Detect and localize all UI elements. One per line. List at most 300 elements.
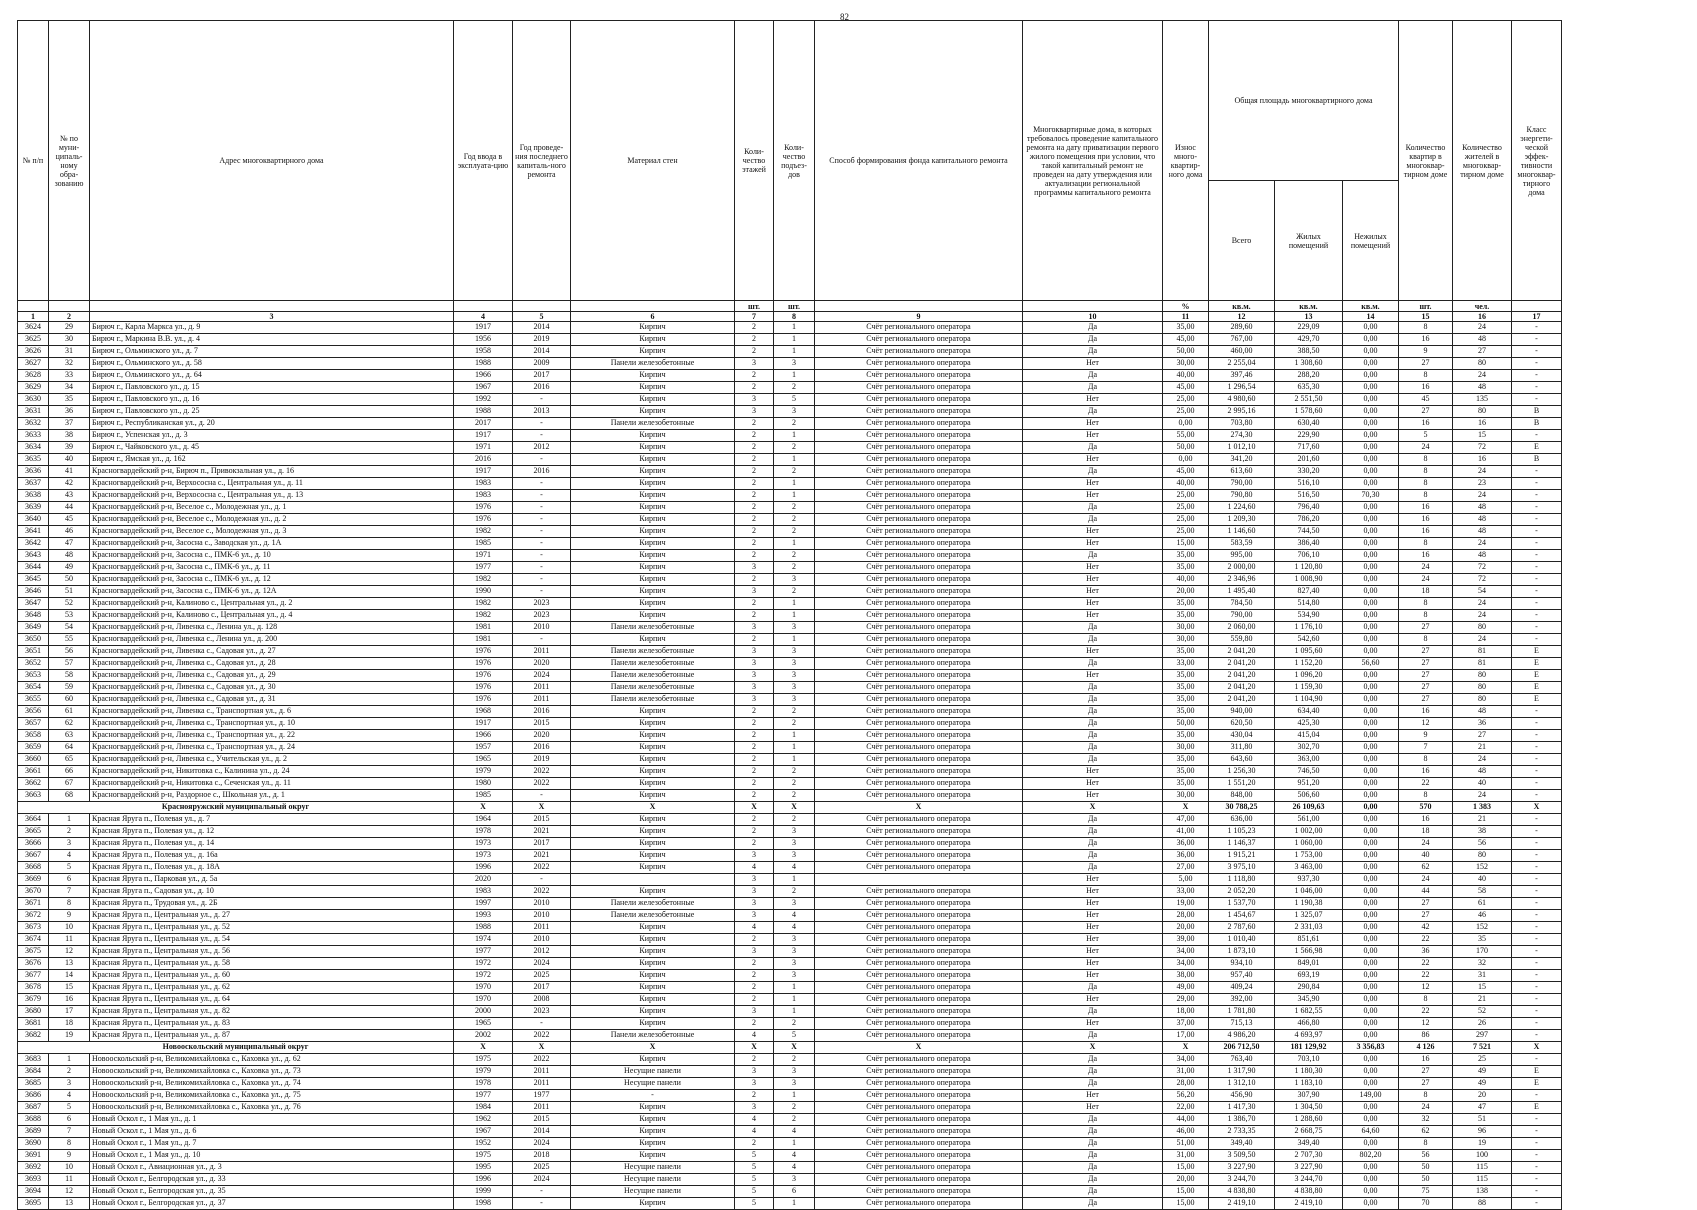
table-cell: 22: [1399, 970, 1453, 982]
table-cell: 2 346,96: [1209, 574, 1275, 586]
table-cell: Да: [1023, 826, 1163, 838]
table-cell: 0,00: [1343, 406, 1399, 418]
table-cell: 1: [774, 610, 815, 622]
table-cell: 1: [774, 634, 815, 646]
table-cell: 3: [735, 850, 774, 862]
table-cell: Счёт регионального оператора: [815, 1114, 1023, 1126]
table-cell: Кирпич: [571, 766, 735, 778]
table-cell: 951,20: [1275, 778, 1343, 790]
table-row: [18, 922, 1562, 934]
header-wall-material: Материал стен: [571, 21, 735, 301]
table-cell: 50,00: [1163, 346, 1209, 358]
table-cell: Бирюч г., Ямская ул., д. 162: [90, 454, 454, 466]
table-cell: 3: [735, 1102, 774, 1114]
table-cell: 27: [1399, 646, 1453, 658]
table-cell: 22: [1399, 934, 1453, 946]
column-number-2: 2: [49, 312, 90, 322]
table-cell: 49: [1453, 1078, 1512, 1090]
table-cell: 1 190,38: [1275, 898, 1343, 910]
table-cell: -: [1512, 382, 1562, 394]
unit-cell-7: шт.: [735, 301, 774, 312]
table-cell: Счёт регионального оператора: [815, 550, 1023, 562]
table-cell: 2: [774, 526, 815, 538]
table-cell: 201,60: [1275, 454, 1343, 466]
table-cell: 4: [735, 1126, 774, 1138]
table-cell: [815, 874, 1023, 886]
table-cell: 311,80: [1209, 742, 1275, 754]
table-cell: 1: [774, 334, 815, 346]
table-cell: 0,00: [1343, 502, 1399, 514]
table-cell: -: [1512, 502, 1562, 514]
table-cell: 35,00: [1163, 550, 1209, 562]
table-cell: 3: [774, 694, 815, 706]
table-cell: -: [1512, 1018, 1562, 1030]
unit-cell-3: [90, 301, 454, 312]
table-cell: 2: [774, 418, 815, 430]
table-cell: 1977: [513, 1090, 571, 1102]
table-cell: 3: [774, 646, 815, 658]
table-cell: 1 256,30: [1209, 766, 1275, 778]
table-cell: Новооскольский р-н, Великомихайловка с., Каховка ул., д. 73: [90, 1066, 454, 1078]
table-cell: 30,00: [1163, 790, 1209, 802]
table-cell: 0,00: [1343, 862, 1399, 874]
table-cell: 1972: [454, 958, 513, 970]
table-cell: 0,00: [1343, 1162, 1399, 1174]
table-cell: Кирпич: [571, 754, 735, 766]
table-cell: 3693: [18, 1174, 49, 1186]
table-cell: 2: [735, 514, 774, 526]
table-cell: Е: [1512, 646, 1562, 658]
table-cell: 34: [49, 382, 90, 394]
table-cell: 2022: [513, 886, 571, 898]
table-cell: Кирпич: [571, 1018, 735, 1030]
table-cell: 415,04: [1275, 730, 1343, 742]
table-cell: 138: [1453, 1186, 1512, 1198]
table-cell: 4: [735, 922, 774, 934]
table-cell: 25,00: [1163, 394, 1209, 406]
table-cell: Панели железобетонные: [571, 694, 735, 706]
table-cell: 1: [774, 478, 815, 490]
table-cell: 64,60: [1343, 1126, 1399, 1138]
table-cell: 9: [1399, 346, 1453, 358]
table-cell: Да: [1023, 1138, 1163, 1150]
table-cell: 3627: [18, 358, 49, 370]
table-row: [18, 970, 1562, 982]
table-cell: Счёт регионального оператора: [815, 754, 1023, 766]
column-number-11: 11: [1163, 312, 1209, 322]
table-cell: 24: [1399, 442, 1453, 454]
table-row: [18, 994, 1562, 1006]
table-cell: Нет: [1023, 934, 1163, 946]
table-cell: 3643: [18, 550, 49, 562]
table-cell: -: [1512, 1162, 1562, 1174]
table-cell: 1: [774, 994, 815, 1006]
table-cell: 58: [1453, 886, 1512, 898]
table-cell: 3: [774, 838, 815, 850]
table-cell: 1983: [454, 478, 513, 490]
table-cell: Е: [1512, 694, 1562, 706]
table-row: [18, 1102, 1562, 1114]
table-cell: Новый Оскол г., Белгородская ул., д. 35: [90, 1186, 454, 1198]
table-cell: 3: [774, 958, 815, 970]
table-cell: 8: [1399, 490, 1453, 502]
table-cell: 48: [1453, 550, 1512, 562]
table-cell: 3630: [18, 394, 49, 406]
table-cell: 2010: [513, 910, 571, 922]
table-cell: 345,90: [1275, 994, 1343, 1006]
table-cell: 2023: [513, 598, 571, 610]
table-cell: 1981: [454, 634, 513, 646]
table-cell: Нет: [1023, 598, 1163, 610]
table-cell: 11: [49, 1174, 90, 1186]
group-cell: X: [571, 1042, 735, 1054]
table-cell: Нет: [1023, 538, 1163, 550]
table-cell: 5: [735, 1174, 774, 1186]
table-cell: 35,00: [1163, 706, 1209, 718]
table-cell: 1917: [454, 466, 513, 478]
table-cell: 330,20: [1275, 466, 1343, 478]
table-cell: Счёт регионального оператора: [815, 670, 1023, 682]
table-cell: 27: [1399, 1066, 1453, 1078]
table-cell: 2024: [513, 670, 571, 682]
table-cell: Панели железобетонные: [571, 358, 735, 370]
table-cell: 3646: [18, 586, 49, 598]
table-cell: 1975: [454, 1150, 513, 1162]
header-wear: Износ много-квартир-ного дома: [1163, 21, 1209, 301]
table-cell: 1 002,00: [1275, 826, 1343, 838]
table-cell: 2: [735, 538, 774, 550]
table-cell: 1 537,70: [1209, 898, 1275, 910]
table-cell: Счёт регионального оператора: [815, 634, 1023, 646]
table-cell: 2: [735, 742, 774, 754]
table-cell: Бирюч г., Павловского ул., д. 15: [90, 382, 454, 394]
table-cell: Нет: [1023, 970, 1163, 982]
table-cell: 30: [49, 334, 90, 346]
table-cell: Нет: [1023, 490, 1163, 502]
table-cell: 3644: [18, 562, 49, 574]
table-cell: 715,13: [1209, 1018, 1275, 1030]
table-cell: Красногвардейский р-н, Ливенка с., Садовая ул., д. 27: [90, 646, 454, 658]
table-cell: 790,00: [1209, 478, 1275, 490]
table-cell: 349,40: [1209, 1138, 1275, 1150]
table-cell: 1976: [454, 502, 513, 514]
table-cell: 38,00: [1163, 970, 1209, 982]
table-cell: 0,00: [1343, 742, 1399, 754]
table-cell: 80: [1453, 670, 1512, 682]
table-cell: 24: [1453, 370, 1512, 382]
column-number-7: 7: [735, 312, 774, 322]
table-cell: Счёт регионального оператора: [815, 394, 1023, 406]
table-cell: 1952: [454, 1138, 513, 1150]
table-cell: 54: [1453, 586, 1512, 598]
housing-register-table: [17, 20, 1562, 1210]
table-cell: 12: [1399, 1018, 1453, 1030]
table-cell: 2: [774, 778, 815, 790]
table-cell: Да: [1023, 550, 1163, 562]
table-cell: Счёт регионального оператора: [815, 454, 1023, 466]
table-cell: 3: [735, 1078, 774, 1090]
table-cell: 3642: [18, 538, 49, 550]
table-cell: 0,00: [1343, 898, 1399, 910]
table-cell: 2: [735, 610, 774, 622]
table-cell: 2002: [454, 1030, 513, 1042]
table-cell: Да: [1023, 1162, 1163, 1174]
table-cell: 6: [49, 1114, 90, 1126]
table-cell: 72: [1453, 442, 1512, 454]
table-cell: -: [513, 562, 571, 574]
table-cell: Счёт регионального оператора: [815, 502, 1023, 514]
table-cell: Счёт регионального оператора: [815, 826, 1023, 838]
units-row: [18, 301, 1562, 312]
table-cell: 4: [774, 910, 815, 922]
unit-cell-8: шт.: [774, 301, 815, 312]
table-cell: 34,00: [1163, 958, 1209, 970]
table-cell: Кирпич: [571, 982, 735, 994]
table-cell: Кирпич: [571, 454, 735, 466]
table-cell: Нет: [1023, 1102, 1163, 1114]
table-cell: 3647: [18, 598, 49, 610]
table-cell: 4 838,80: [1209, 1186, 1275, 1198]
table-cell: 1983: [454, 490, 513, 502]
table-cell: -: [1512, 538, 1562, 550]
table-cell: Да: [1023, 502, 1163, 514]
table-cell: 0,00: [1343, 670, 1399, 682]
table-cell: 0,00: [1343, 754, 1399, 766]
table-cell: 3640: [18, 514, 49, 526]
table-cell: 0,00: [1343, 838, 1399, 850]
table-cell: 30,00: [1163, 622, 1209, 634]
table-cell: Счёт регионального оператора: [815, 466, 1023, 478]
table-cell: Кирпич: [571, 886, 735, 898]
table-cell: 0,00: [1343, 790, 1399, 802]
table-cell: 65: [49, 754, 90, 766]
table-cell: 4: [774, 1162, 815, 1174]
table-cell: 24: [1399, 838, 1453, 850]
table-cell: Красногвардейский р-н, Веселое с., Молодежная ул., д. 2: [90, 514, 454, 526]
table-row: [18, 490, 1562, 502]
table-cell: 229,90: [1275, 430, 1343, 442]
column-number-1: 1: [18, 312, 49, 322]
table-cell: 1917: [454, 718, 513, 730]
table-cell: Счёт регионального оператора: [815, 382, 1023, 394]
table-cell: Красногвардейский р-н, Ливенка с., Транспортная ул., д. 10: [90, 718, 454, 730]
table-cell: 1992: [454, 394, 513, 406]
table-cell: 3 227,90: [1209, 1162, 1275, 1174]
table-cell: 613,60: [1209, 466, 1275, 478]
table-cell: 4 986,20: [1209, 1030, 1275, 1042]
table-cell: 58: [49, 670, 90, 682]
table-row: [18, 454, 1562, 466]
table-cell: Красногвардейский р-н, Веселое с., Молодежная ул., д. 3: [90, 526, 454, 538]
table-cell: Нет: [1023, 430, 1163, 442]
table-cell: Кирпич: [571, 382, 735, 394]
table-cell: 1970: [454, 982, 513, 994]
table-cell: 51: [49, 586, 90, 598]
table-cell: 2014: [513, 322, 571, 334]
table-cell: 15: [1453, 430, 1512, 442]
table-cell: -: [1512, 1186, 1562, 1198]
table-row: [18, 898, 1562, 910]
table-cell: 363,00: [1275, 754, 1343, 766]
table-cell: 2: [735, 442, 774, 454]
table-cell: Счёт регионального оператора: [815, 478, 1023, 490]
table-cell: 12: [49, 946, 90, 958]
table-cell: Красногвардейский р-н, Раздорное с., Школьная ул., д. 1: [90, 790, 454, 802]
table-cell: 27,00: [1163, 862, 1209, 874]
table-cell: 16: [1453, 454, 1512, 466]
table-cell: 27: [1399, 406, 1453, 418]
table-cell: 3 244,70: [1275, 1174, 1343, 1186]
table-cell: 36: [49, 406, 90, 418]
table-cell: Кирпич: [571, 922, 735, 934]
table-cell: 30,00: [1163, 742, 1209, 754]
table-cell: 8: [49, 898, 90, 910]
table-cell: 3660: [18, 754, 49, 766]
table-cell: 66: [49, 766, 90, 778]
table-cell: Счёт регионального оператора: [815, 358, 1023, 370]
table-cell: 1979: [454, 766, 513, 778]
table-cell: 6: [774, 1186, 815, 1198]
table-cell: 38: [1453, 826, 1512, 838]
table-cell: 466,80: [1275, 1018, 1343, 1030]
table-cell: Да: [1023, 1078, 1163, 1090]
table-cell: Новооскольский р-н, Великомихайловка с., Каховка ул., д. 62: [90, 1054, 454, 1066]
table-cell: 1988: [454, 922, 513, 934]
table-cell: Кирпич: [571, 586, 735, 598]
table-cell: 40: [1399, 850, 1453, 862]
table-cell: 35,00: [1163, 646, 1209, 658]
table-cell: 19: [49, 1030, 90, 1042]
table-cell: 3: [774, 574, 815, 586]
table-cell: Да: [1023, 634, 1163, 646]
table-cell: 56,20: [1163, 1090, 1209, 1102]
column-number-10: 10: [1023, 312, 1163, 322]
table-cell: 4 693,97: [1275, 1030, 1343, 1042]
table-cell: Красногвардейский р-н, Засосна с., Заводская ул., д. 1А: [90, 538, 454, 550]
table-cell: 1962: [454, 1114, 513, 1126]
table-cell: Кирпич: [571, 1054, 735, 1066]
table-cell: -: [1512, 622, 1562, 634]
table-row: [18, 658, 1562, 670]
table-cell: 1 146,60: [1209, 526, 1275, 538]
table-row: [18, 334, 1562, 346]
table-cell: 2: [735, 706, 774, 718]
group-cell: X: [1512, 1042, 1562, 1054]
table-cell: 49: [49, 562, 90, 574]
table-cell: 25,00: [1163, 502, 1209, 514]
table-cell: 8: [1399, 754, 1453, 766]
table-cell: Красная Яруга п., Центральная ул., д. 83: [90, 1018, 454, 1030]
table-cell: 80: [1453, 622, 1512, 634]
table-cell: 1973: [454, 838, 513, 850]
table-cell: 3: [735, 586, 774, 598]
table-cell: -: [1512, 1126, 1562, 1138]
table-cell: 3663: [18, 790, 49, 802]
table-cell: 152: [1453, 922, 1512, 934]
unit-cell-15: шт.: [1399, 301, 1453, 312]
table-cell: Е: [1512, 442, 1562, 454]
table-row: [18, 526, 1562, 538]
table-cell: 1965: [454, 754, 513, 766]
table-cell: 1982: [454, 598, 513, 610]
table-cell: 2010: [513, 622, 571, 634]
table-row: [18, 850, 1562, 862]
table-cell: 0,00: [1343, 910, 1399, 922]
table-cell: 68: [49, 790, 90, 802]
table-cell: 80: [1453, 682, 1512, 694]
table-cell: 349,40: [1275, 1138, 1343, 1150]
table-cell: 1 386,70: [1209, 1114, 1275, 1126]
table-cell: 796,40: [1275, 502, 1343, 514]
table-cell: Счёт регионального оператора: [815, 1018, 1023, 1030]
table-cell: 0,00: [1343, 574, 1399, 586]
table-cell: -: [1512, 982, 1562, 994]
table-cell: 56,60: [1343, 658, 1399, 670]
table-cell: 8: [1399, 538, 1453, 550]
table-cell: 2: [735, 826, 774, 838]
table-cell: Красногвардейский р-н, Верхососна с., Центральная ул., д. 11: [90, 478, 454, 490]
table-cell: 1978: [454, 826, 513, 838]
table-cell: 115: [1453, 1162, 1512, 1174]
table-cell: Нет: [1023, 922, 1163, 934]
table-cell: 0,00: [1343, 430, 1399, 442]
table-cell: 693,19: [1275, 970, 1343, 982]
table-cell: 3692: [18, 1162, 49, 1174]
table-cell: 397,46: [1209, 370, 1275, 382]
table-cell: Панели железобетонные: [571, 670, 735, 682]
table-cell: Нет: [1023, 418, 1163, 430]
table-cell: В: [1512, 406, 1562, 418]
table-cell: Счёт регионального оператора: [815, 1054, 1023, 1066]
table-cell: 81: [1453, 646, 1512, 658]
table-cell: 18: [1399, 826, 1453, 838]
table-cell: Кирпич: [571, 634, 735, 646]
table-cell: Кирпич: [571, 574, 735, 586]
table-cell: 3688: [18, 1114, 49, 1126]
table-cell: 1995: [454, 1162, 513, 1174]
table-cell: Нет: [1023, 946, 1163, 958]
table-cell: 3655: [18, 694, 49, 706]
table-cell: 67: [49, 778, 90, 790]
header-municipal-num: № по муни-ципаль-ному обра-зованию: [49, 21, 90, 301]
table-cell: Новооскольский р-н, Великомихайловка с., Каховка ул., д. 75: [90, 1090, 454, 1102]
table-cell: -: [1512, 370, 1562, 382]
table-cell: 18,00: [1163, 1006, 1209, 1018]
table-row: [18, 502, 1562, 514]
table-cell: 1: [774, 982, 815, 994]
table-cell: Счёт регионального оператора: [815, 838, 1023, 850]
table-cell: Кирпич: [571, 526, 735, 538]
table-cell: 8: [1399, 1090, 1453, 1102]
table-cell: 35,00: [1163, 322, 1209, 334]
table-cell: Счёт регионального оператора: [815, 1078, 1023, 1090]
table-cell: -: [1512, 562, 1562, 574]
table-cell: 2009: [513, 358, 571, 370]
table-cell: Красногвардейский р-н, Засосна с., ПМК-6 ул., д. 10: [90, 550, 454, 562]
table-cell: 0,00: [1343, 1138, 1399, 1150]
table-cell: 2: [49, 1066, 90, 1078]
table-cell: 152: [1453, 862, 1512, 874]
table-cell: Е: [1512, 658, 1562, 670]
table-cell: 1980: [454, 778, 513, 790]
table-cell: 289,60: [1209, 322, 1275, 334]
table-cell: 0,00: [1343, 586, 1399, 598]
table-cell: 2: [774, 1018, 815, 1030]
table-cell: Нет: [1023, 646, 1163, 658]
table-cell: 5: [774, 1030, 815, 1042]
table-cell: 16: [1399, 1054, 1453, 1066]
table-cell: 0,00: [1343, 946, 1399, 958]
